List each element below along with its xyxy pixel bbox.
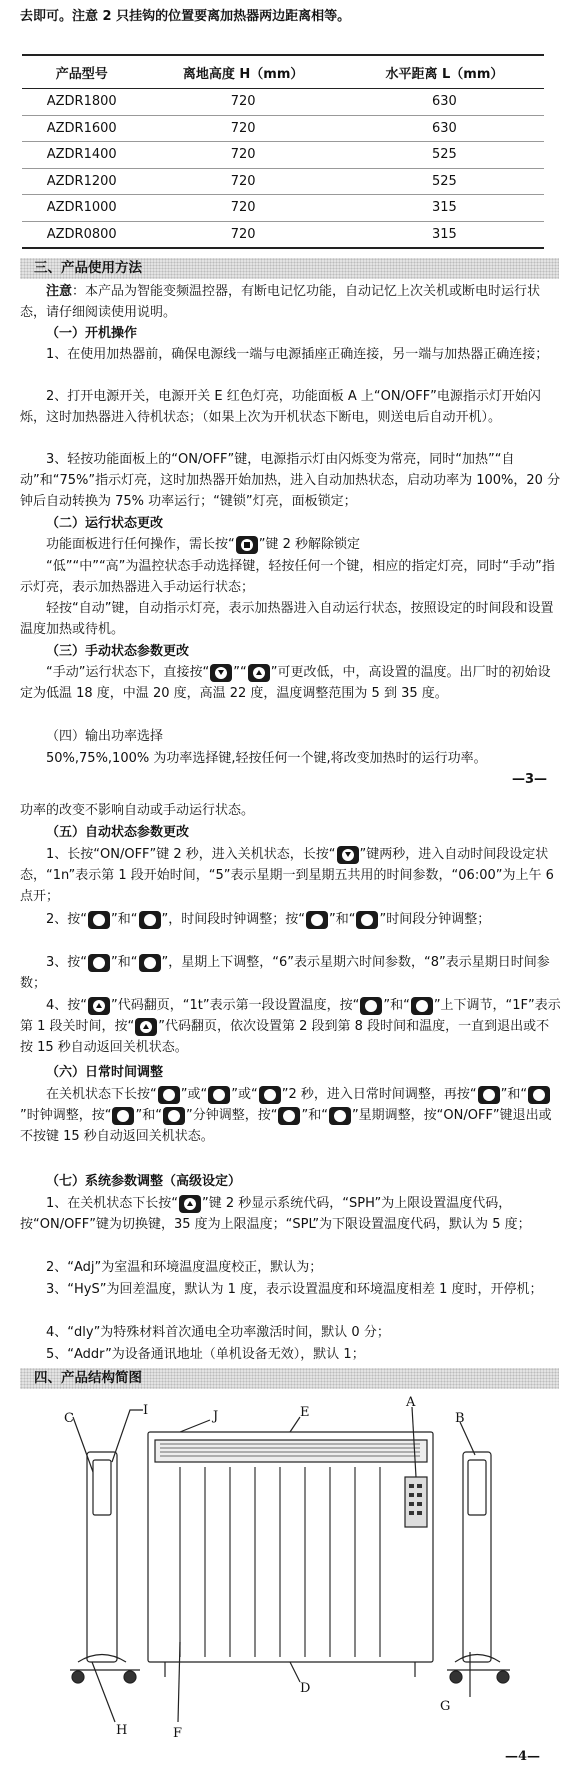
up-key-icon	[179, 1195, 201, 1213]
text: ”时间段分钟调整；	[379, 912, 491, 927]
key-icon	[163, 1107, 185, 1125]
label-d: D	[300, 1681, 311, 1696]
paragraph: 5、“Addr”为设备通讯地址（单机设备无效），默认 1；	[46, 1347, 365, 1362]
page-number: —4—	[505, 1749, 541, 1764]
table-cell: 720	[141, 195, 344, 222]
paragraph: 3、轻按功能面板上的“ON/OFF”键，电源指示灯由闪烁变为常亮，同时“加热”“自动”和“75%”指示灯亮，这时加热器开始加热，进入自动加热状态，启动功率为 100%，20 分钟后自动转换为 75% 功率运行；“键锁”灯亮，面板锁定；	[20, 452, 561, 509]
down-key-icon	[337, 846, 359, 864]
minute-down-key-icon	[356, 911, 378, 929]
subsection-title: （二）运行状态更改	[46, 516, 164, 531]
page-key-icon	[88, 997, 110, 1015]
note-label: 注意	[46, 284, 73, 299]
subsection-title: （四）输出功率选择	[46, 729, 164, 744]
model-table	[22, 54, 544, 249]
label-b: B	[455, 1411, 465, 1426]
key-icon	[208, 1086, 230, 1104]
text: ”和“	[383, 998, 410, 1013]
text: ”键两秒，进入自动时间段设定状态，“1n”表示第 1 段开始时间，“5”表示星期一到星期五共用的时间参数，“06:00”为上午 6 点开；	[20, 847, 554, 904]
top-text: 去即可。注意 2 只挂钩的位置要离加热器两边距离相等。	[20, 9, 351, 24]
table-cell: 720	[141, 115, 344, 142]
label-i: I	[143, 1403, 149, 1418]
text: ”星期调整，按“ON/OFF”键退出或不按键 15 秒自动返回关机状态。	[20, 1108, 552, 1144]
table-cell: AZDR1600	[22, 115, 141, 142]
text: “手动”运行状态下，直接按“	[46, 665, 210, 680]
paragraph	[20, 534, 562, 555]
text: ”，时间段时钟调整；按“	[161, 912, 305, 927]
text: ”和“	[500, 1087, 528, 1102]
paragraph: 2、“Adj”为室温和环境温度温度校正，默认为；	[46, 1260, 323, 1275]
temp-down-key-icon	[411, 997, 433, 1015]
text: 3、按“	[46, 955, 88, 970]
subsection-title: （七）系统参数调整（高级设定）	[46, 1174, 242, 1189]
table-row	[22, 89, 544, 116]
text: 1、在关机状态下长按“	[46, 1196, 179, 1211]
page-key-icon	[135, 1018, 157, 1036]
table-cell: 720	[141, 89, 344, 116]
temp-up-key-icon	[360, 997, 382, 1015]
text: ”“	[233, 665, 247, 680]
table-header-row	[22, 55, 544, 89]
left-stand	[87, 1452, 117, 1662]
table-row	[22, 168, 544, 195]
page-number: —3—	[512, 772, 548, 787]
paragraph: 轻按“自动”键，自动指示灯亮，表示加热器进入自动运行状态，按照设定的时间段和设置温度加热或待机。	[20, 601, 554, 637]
week-up-key-icon	[88, 954, 110, 972]
right-stand	[463, 1452, 491, 1662]
lock-key-icon	[236, 536, 258, 554]
paragraph	[20, 844, 562, 907]
heater-body	[148, 1432, 433, 1662]
text: ”分钟调整，按“	[185, 1108, 278, 1123]
table-cell: 720	[141, 221, 344, 248]
label-f: F	[173, 1726, 183, 1741]
up-key-icon	[248, 664, 270, 682]
table-row	[22, 115, 544, 142]
table-cell: AZDR1800	[22, 89, 141, 116]
text: ”和“	[135, 1108, 162, 1123]
text: ”键 2 秒解除锁定	[258, 537, 361, 552]
heater-structure-diagram	[0, 1392, 580, 1771]
table-cell: 720	[141, 142, 344, 169]
control-panel	[405, 1477, 427, 1527]
table-cell: 630	[345, 115, 544, 142]
subsection-title: （五）自动状态参数更改	[46, 825, 190, 840]
paragraph	[20, 952, 562, 994]
text: 1、长按“ON/OFF”键 2 秒，进入关机状态，长按“	[46, 847, 336, 862]
text: ”2 秒，进入日常时间调整，再按“	[281, 1087, 477, 1102]
section-heading: 三、产品使用方法	[20, 258, 559, 279]
table-cell: 525	[345, 168, 544, 195]
table-row	[22, 142, 544, 169]
table-cell: 525	[345, 142, 544, 169]
section-heading: 四、产品结构简图	[20, 1368, 559, 1389]
table-cell: 315	[345, 195, 544, 222]
key-icon	[329, 1107, 351, 1125]
paragraph: 4、“dly”为特殊材料首次通电全功率激活时间，默认 0 分；	[46, 1325, 390, 1340]
label-a: A	[406, 1395, 416, 1410]
key-icon	[278, 1107, 300, 1125]
table-header-cell: 离地高度 H（mm）	[141, 55, 344, 89]
note-text: ：本产品为智能变频温控器，有断电记忆功能，自动记忆上次关机或断电时运行状态，请仔细阅读使用说明。	[20, 284, 541, 320]
key-icon	[158, 1086, 180, 1104]
key-icon	[528, 1086, 550, 1104]
text: 在关机状态下长按“	[46, 1087, 157, 1102]
table-row	[22, 195, 544, 222]
text: 2、按“	[46, 912, 88, 927]
subsection-title: （三）手动状态参数更改	[46, 644, 190, 659]
label-h: H	[116, 1723, 128, 1738]
paragraph: 1、在使用加热器前，确保电源线一端与电源插座正确连接，另一端与加热器正确连接；	[46, 347, 549, 362]
table-row	[22, 221, 544, 248]
text: 功能面板进行任何操作，需长按“	[46, 537, 235, 552]
subsection-title: （一）开机操作	[46, 326, 138, 341]
table-header-cell: 产品型号	[22, 55, 141, 89]
label-j: J	[213, 1409, 219, 1424]
paragraph: 3、“HyS”为回差温度，默认为 1 度，表示设置温度和环境温度相差 1 度时，开停机；	[46, 1282, 543, 1297]
text: ”和“	[111, 955, 138, 970]
week-down-key-icon	[139, 954, 161, 972]
text: 4、按“	[46, 998, 88, 1013]
hour-down-key-icon	[139, 911, 161, 929]
table-cell: AZDR1400	[22, 142, 141, 169]
paragraph	[20, 995, 562, 1058]
key-icon	[259, 1086, 281, 1104]
table-cell: 720	[141, 168, 344, 195]
key-icon	[112, 1107, 134, 1125]
text: ”或“	[231, 1087, 258, 1102]
minute-up-key-icon	[306, 911, 328, 929]
note-paragraph	[20, 281, 562, 323]
text: ”和“	[111, 912, 138, 927]
down-key-icon	[210, 664, 232, 682]
table-cell: 315	[345, 221, 544, 248]
table-cell: AZDR1200	[22, 168, 141, 195]
paragraph	[20, 1193, 562, 1235]
text: ”或“	[180, 1087, 208, 1102]
hour-up-key-icon	[88, 911, 110, 929]
paragraph: 50%,75%,100% 为功率选择键,轻按任何一个键,将改变加热时的运行功率。	[46, 751, 487, 766]
text: ”和“	[301, 1108, 328, 1123]
paragraph	[20, 662, 562, 704]
paragraph: 功率的改变不影响自动或手动运行状态。	[20, 803, 255, 818]
text: ”和“	[328, 912, 356, 927]
paragraph	[20, 909, 562, 930]
table-header-cell: 水平距离 L（mm）	[345, 55, 544, 89]
text: ”代码翻页，依次设置第 2 段到第 8 段时间和温度，一直到退出或不按 15 秒自动返回关机状态。	[20, 1019, 550, 1055]
text: ”，星期上下调整，“6”表示星期六时间参数，“8”表示星期日时间参数；	[20, 955, 550, 991]
text: ”键 2 秒显示系统代码，“SPH”为上限设置温度代码，按“ON/OFF”键为切换键，35 度为上限温度；“SPL”为下限设置温度代码，默认为 5 度；	[20, 1196, 531, 1232]
text: ”可更改低，中，高设置的温度。出厂时的初始设定为低温 18 度，中温 20 度，高温 22 度，温度调整范围为 5 到 35 度。	[20, 665, 551, 701]
subsection-title: （六）日常时间调整	[46, 1065, 164, 1080]
text: ”时钟调整，按“	[20, 1108, 112, 1123]
paragraph: 2、打开电源开关，电源开关 E 红色灯亮，功能面板 A 上“ON/OFF”电源指示灯开始闪烁，这时加热器进入待机状态；（如果上次为开机状态下断电，则送电后自动开机）。	[20, 389, 541, 425]
paragraph	[20, 1084, 562, 1147]
table-cell: AZDR1000	[22, 195, 141, 222]
label-g: G	[440, 1699, 451, 1714]
table-cell: 630	[345, 89, 544, 116]
paragraph: “低”“中”“高”为温控状态手动选择键，轻按任何一个键，相应的指定灯亮，同时“手动”指示灯亮，表示加热器进入手动运行状态；	[20, 559, 555, 595]
text: ”代码翻页，“1t”表示第一段设置温度，按“	[111, 998, 360, 1013]
table-cell: AZDR0800	[22, 221, 141, 248]
key-icon	[478, 1086, 500, 1104]
label-c: C	[64, 1411, 74, 1426]
text: ”上下调节，“1F”表示第 1 段关时间，按“	[20, 998, 561, 1034]
label-e: E	[300, 1405, 310, 1420]
